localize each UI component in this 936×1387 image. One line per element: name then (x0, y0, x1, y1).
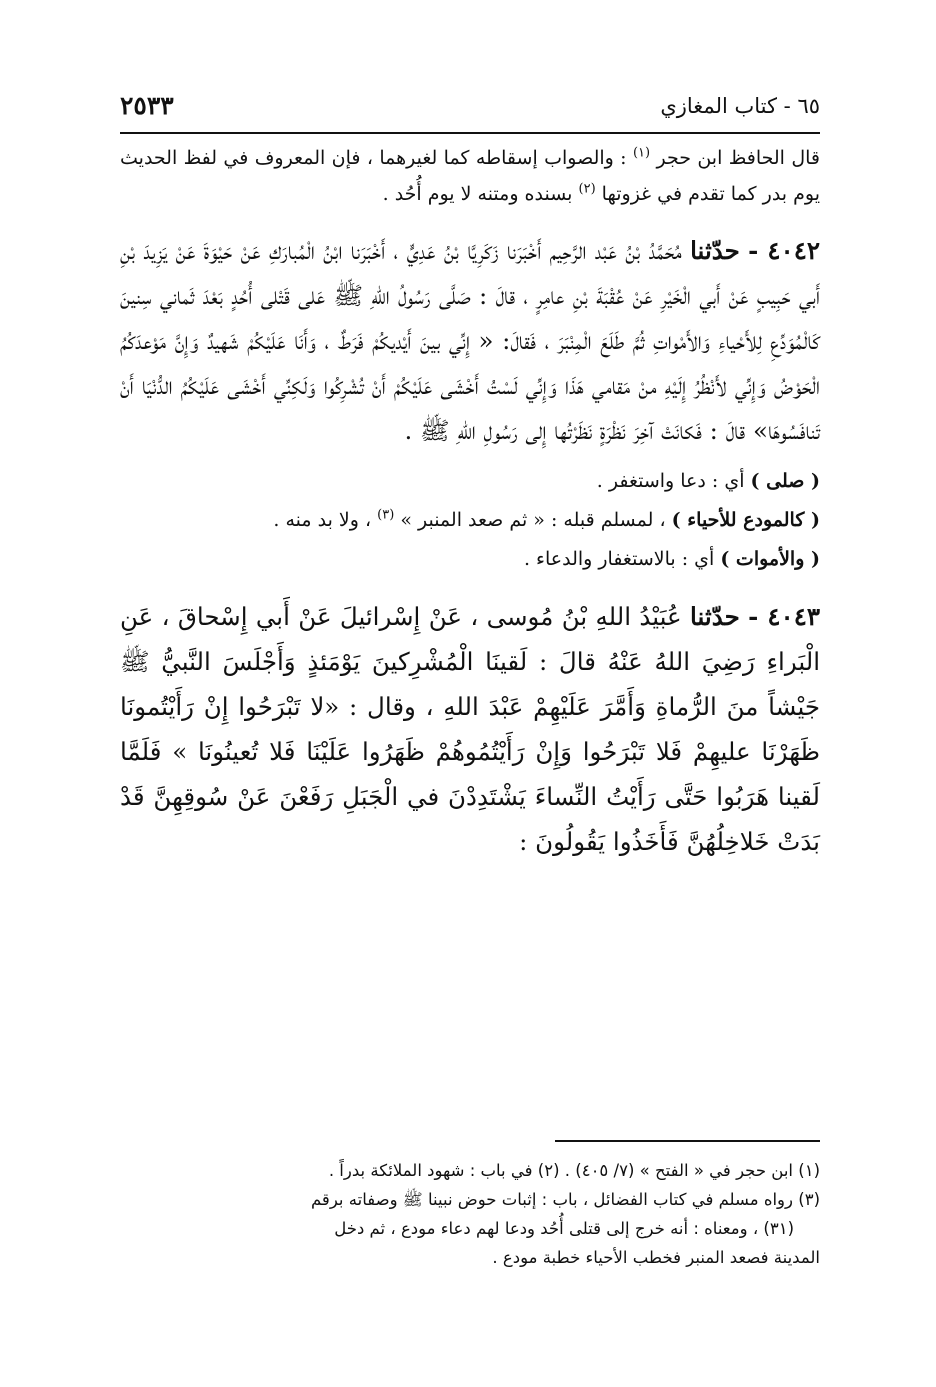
hadith-4042 (120, 228, 820, 453)
footnote-line: (٣١) ، ومعناه : أنه خرج إلى قتلى أُحُد ودعا لهم دعاء مودع ، ثم دخل (334, 1219, 794, 1238)
gloss-note-2 (120, 502, 820, 539)
footnote-rule (555, 1140, 820, 1142)
book-page (120, 78, 820, 1338)
hadith-tag: حدّثنا (690, 602, 740, 631)
footnotes (120, 1156, 820, 1272)
footnote-line: (١) ابن حجر في « الفتح » (٧/ ٤٠٥) . (٢) في باب : شهود الملائكة بدراً . (328, 1161, 820, 1180)
intro-text-part2: : والصواب إسقاطه كما لغيرهما ، فإن المعروف في لفظ الحديث يوم بدر كما تقدم في غزوتها (120, 147, 820, 205)
spacer (120, 212, 820, 228)
hadith-text: عُبَيْدُ اللهِ بْنُ مُوسى ، عَنْ إِسْرائيلَ عَنْ أَبي إِسْحاقَ ، عَنِ الْبَراءِ رَضِيَ اللهُ عَنْهُ قالَ : لَقينَا الْمُشْرِكينَ يَوْمَئذٍ وَأَجْلَسَ النَّبيُّ ﷺ جَيْشاً منَ الرُّماةِ وَأَمَّرَ عَلَيْهِمْ عَبْدَ اللهِ ، وقال : «لا تَبْرَحُوا إِنْ رَأَيْتُمونَا ظَهَرْنَا عليهِمْ فَلا تَبْرَحُوا وَإِنْ رَأَيْتُمُوهُمْ ظَهَرُوا عَلَيْنَا فَلا تُعينُونَا » فَلَمَّا لَقينا هَرَبُوا حَتَّى رَأَيْتُ النِّساءَ يَشْتَدِدْنَ في الْجَبَلِ رَفَعْنَ عَنْ سُوقِهِنَّ قَدْ بَدَتْ خَلاخِلُهُنَّ فَأَخَذُوا يَقُولُونَ : (120, 602, 820, 856)
gloss-text-end: ، ولا بد منه . (273, 509, 378, 531)
hadith-number: ٤٠٤٢ - (748, 236, 821, 265)
intro-paragraph (120, 140, 820, 212)
intro-text-part3: بسنده ومتنه لا يوم أُحُد . (382, 183, 579, 205)
gloss-term: ( والأموات ) (720, 548, 820, 570)
spacer (120, 453, 820, 461)
intro-text-part1: قال الحافظ ابن حجر (650, 147, 820, 169)
page-number: ٢٥٣٣ (120, 91, 174, 120)
chapter-title: ٦٥ - كتاب المغازي (660, 94, 820, 118)
gloss-text: أي : بالاستغفار والدعاء . (523, 548, 721, 570)
hadith-4043 (120, 594, 820, 864)
footnote-ref-1: (١) (632, 145, 651, 161)
gloss-term: ( صلى ) (750, 470, 820, 492)
footnote-ref-3: (٣) (377, 507, 395, 523)
gloss-text: أي : دعا واستغفر . (596, 470, 751, 492)
footnote-line: المدينة فصعد المنبر فخطب الأحياء خطبة مودع . (492, 1248, 820, 1267)
gloss-text: ، لمسلم قبله : « ثم صعد المنبر » (394, 509, 672, 531)
hadith-tag: حدّثنا (690, 236, 740, 265)
gloss-note-3 (120, 541, 820, 578)
gloss-term: ( كالمودع للأحياء ) (671, 509, 820, 531)
spacer (120, 578, 820, 594)
footnote-ref-2: (٢) (578, 181, 596, 197)
header-rule (120, 132, 820, 134)
main-text (120, 140, 820, 864)
running-header (120, 88, 820, 124)
hadith-number: ٤٠٤٣ - (748, 602, 821, 631)
footnote-line: (٣) رواه مسلم في كتاب الفضائل ، باب : إثبات حوض نبينا ﷺ وصفاته برقم (310, 1190, 820, 1209)
hadith-text: مُحَمَّدُ بْنُ عَبْد الرَّحِيم أَخْبَرَنا زَكَرِيَّا بْنُ عَدِيٍّ ، أَخْبَرَنا ابْنُ الْمُبارَكِ عَنْ حَيْوَةَ عَنْ يَزِيدَ بْنِ أَبي حَبِيبٍ عَنْ أَبي الْخَيْرِ عَنْ عُقْبَةَ بْنِ عامِرٍ ، قالَ : صَلَّى رَسُولُ اللهِ ﷺ عَلى قَتْلى أُحُدٍ بَعْدَ ثَماني سِنينَ كَالْمُوَدِّعِ لِلأَحْياءِ وَالأَمْواتِ ثُمَّ طَلَعَ الْمِنْبَرَ ، فَقالَ: « إِنِّي بينَ أَيْديكُمْ فَرَطٌ ، وَأَنَا عَلَيْكُمْ شَهيدٌ وَإِنَّ مَوْعدَكُمُ الْحَوْضُ وَإِنِّي لأَنْظُرُ إِلَيْهِ منْ مَقامي هَذَا وَإِنِّي لَسْتُ أَخْشَى عَلَيْكُمْ أَنْ تُشْرِكُوا وَلَكِنِّي أَخْشَى عَلَيْكُمُ الدُّنْيَا أَنْ تَنافَسُوهَا» قالَ : فَكانَتْ آخِرَ نَظْرَةٍ نَظَرْتُها إِلى رَسُولِ اللهِ ﷺ . (120, 236, 820, 445)
gloss-note-1 (120, 463, 820, 500)
